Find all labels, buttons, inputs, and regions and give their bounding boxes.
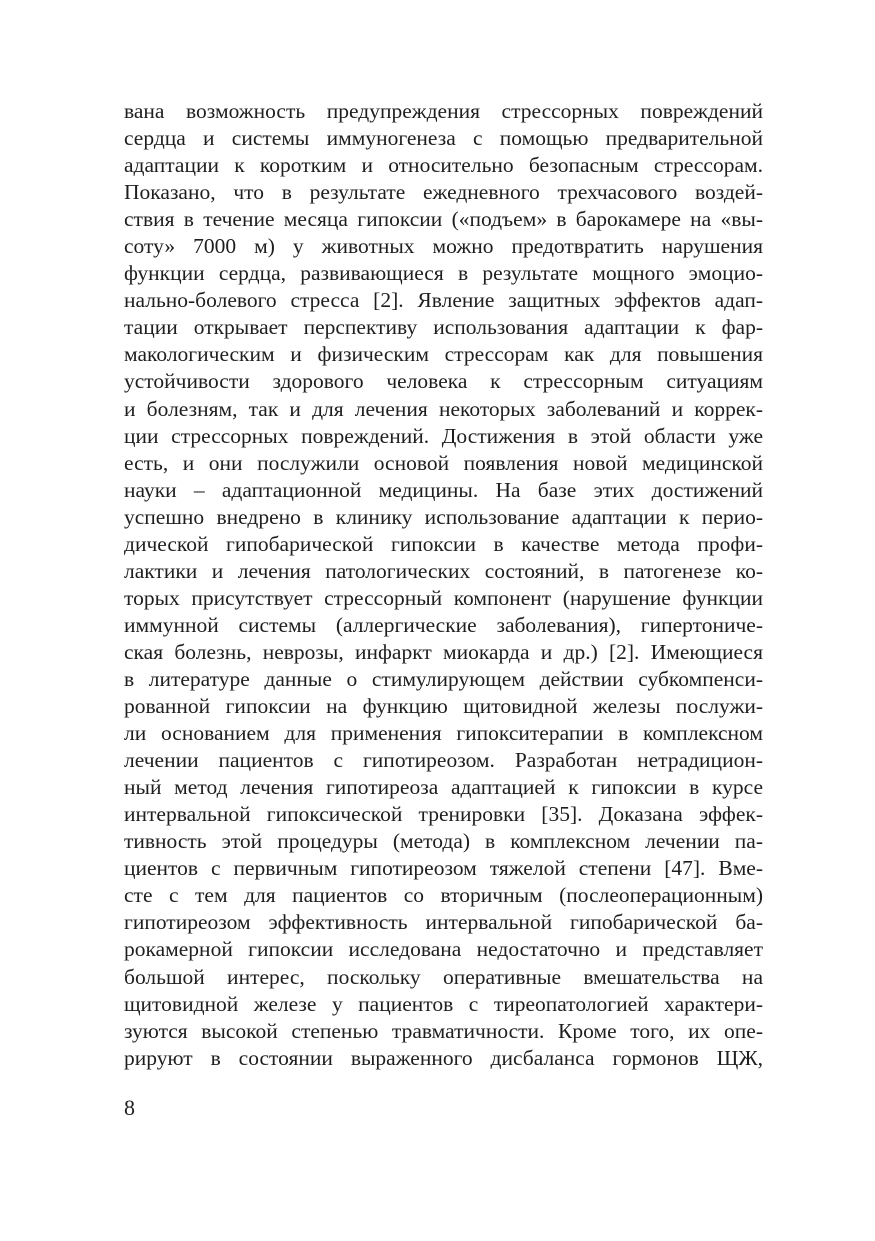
text-line: функции сердца, развивающиеся в результате мощного эмоцио- bbox=[124, 261, 763, 286]
text-line: ции стрессорных повреждений. Достижения в этой области уже bbox=[124, 423, 763, 448]
text-line: нально-болевого стресса [2]. Явление защитных эффектов адап- bbox=[124, 288, 763, 313]
text-line: циентов с первичным гипотиреозом тяжелой степени [47]. Вме- bbox=[124, 856, 763, 881]
text-line: торых присутствует стрессорный компонент (нарушение функции bbox=[124, 585, 763, 610]
text-line: тации открывает перспективу использования адаптации к фар- bbox=[124, 315, 763, 340]
text-line: щитовидной железе у пациентов с тиреопатологией характери- bbox=[124, 991, 763, 1016]
text-line: гипотиреозом эффективность интервальной гипобарической ба- bbox=[124, 910, 763, 935]
text-line: дической гипобарической гипоксии в качестве метода профи- bbox=[124, 531, 763, 556]
text-line: науки – адаптационной медицины. На базе этих достижений bbox=[124, 477, 763, 502]
text-line: есть, и они послужили основой появления новой медицинской bbox=[124, 450, 763, 475]
text-line: рируют в состоянии выраженного дисбаланса гормонов ЩЖ, bbox=[124, 1045, 763, 1070]
text-line: ствия в течение месяца гипоксии («подъем» в барокамере на «вы- bbox=[124, 207, 763, 232]
text-line: тивность этой процедуры (метода) в комплексном лечении па- bbox=[124, 829, 763, 854]
text-line: иммунной системы (аллергические заболевания), гипертониче- bbox=[124, 612, 763, 637]
text-line: ли основанием для применения гипокситерапии в комплексном bbox=[124, 721, 763, 746]
text-line: вана возможность предупреждения стрессорных повреждений bbox=[124, 99, 763, 123]
text-line: адаптации к коротким и относительно безопасным стрессорам. bbox=[124, 153, 763, 178]
text-line: сте с тем для пациентов со вторичным (послеоперационным) bbox=[124, 883, 763, 908]
text-line: зуются высокой степенью травматичности. Кроме того, их опе- bbox=[124, 1018, 763, 1043]
page-number: 8 bbox=[124, 1095, 135, 1120]
text-line: устойчивости здорового человека к стрессорным ситуациям bbox=[124, 369, 763, 394]
text-line: ный метод лечения гипотиреоза адаптацией к гипоксии в курсе bbox=[124, 775, 763, 800]
text-line: соту» 7000 м) у животных можно предотвратить нарушения bbox=[124, 234, 763, 259]
text-line: лактики и лечения патологических состояний, в патогенезе ко- bbox=[124, 558, 763, 583]
text-line: в литературе данные о стимулирующем действии субкомпенси- bbox=[124, 666, 763, 691]
text-line: интервальной гипоксической тренировки [35]. Доказана эффек- bbox=[124, 802, 763, 827]
text-line: макологическим и физическим стрессорам как для повышения bbox=[124, 342, 763, 367]
text-line: большой интерес, поскольку оперативные вмешательства на bbox=[124, 964, 763, 989]
text-line: ская болезнь, неврозы, инфаркт миокарда и др.) [2]. Имеющиеся bbox=[124, 639, 763, 664]
text-line: Показано, что в результате ежедневного трехчасового воздей- bbox=[124, 180, 763, 205]
body-paragraph bbox=[124, 98, 763, 1072]
text-line: успешно внедрено в клинику использование адаптации к перио- bbox=[124, 504, 763, 529]
text-line: и болезням, так и для лечения некоторых заболеваний и коррек- bbox=[124, 396, 763, 421]
text-line: рокамерной гипоксии исследована недостаточно и представляет bbox=[124, 937, 763, 962]
text-line: лечении пациентов с гипотиреозом. Разработан нетрадицион- bbox=[124, 748, 763, 773]
text-line: рованной гипоксии на функцию щитовидной железы послужи- bbox=[124, 694, 763, 719]
text-line: сердца и системы иммуногенеза с помощью предварительной bbox=[124, 126, 763, 151]
